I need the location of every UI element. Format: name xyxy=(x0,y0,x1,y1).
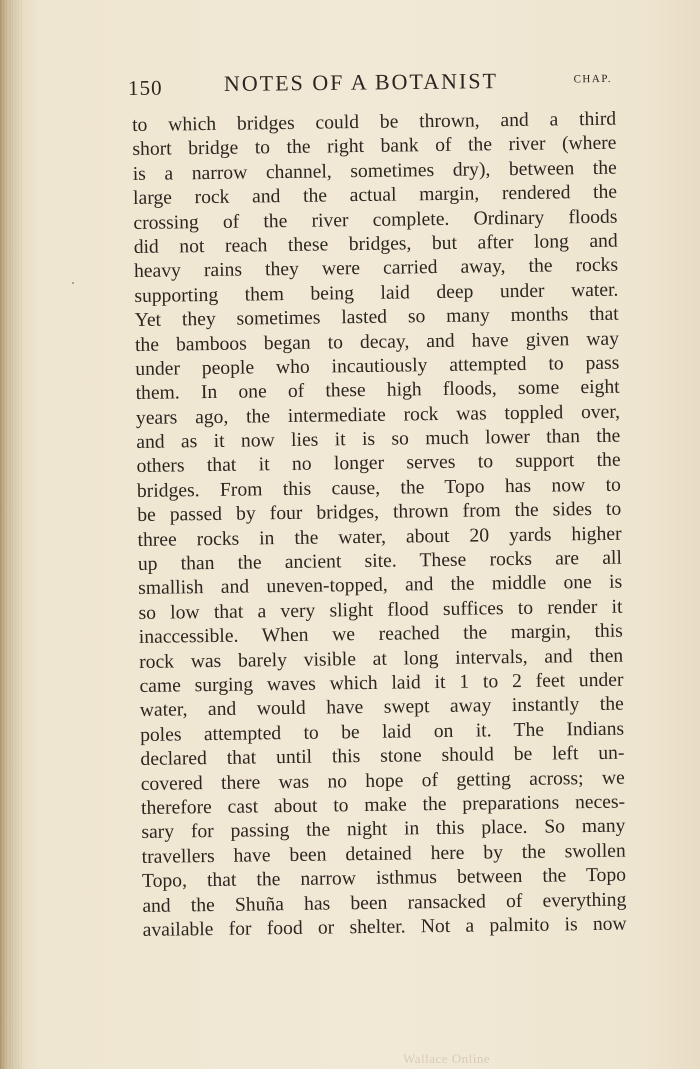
text-line: the bamboos began to decay, and have given way xyxy=(134,328,620,356)
text-line: and the Shuña has been ransacked of everything xyxy=(142,889,627,917)
text-line: supporting them being laid deep under water. xyxy=(134,279,619,307)
text-line: under people who incautiously attempted to pass xyxy=(135,352,620,380)
running-title: NOTES OF A BOTANIST xyxy=(223,68,499,96)
text-line: came surging waves which laid it 1 to 2 feet under xyxy=(139,669,624,697)
text-line: years ago, the intermediate rock was toppled over, xyxy=(135,401,621,429)
text-line: inaccessible. When we reached the margin, this xyxy=(138,620,623,649)
text-line: heavy rains they were carried away, the rocks xyxy=(133,254,619,283)
text-line: sary for passing the night in this place. So many xyxy=(141,815,626,844)
text-line: declared that until this stone should be left un- xyxy=(140,742,625,771)
page-header xyxy=(128,67,612,104)
text-line: did not reach these bridges, but after long and xyxy=(133,230,618,258)
text-line: rock was barely visible at long intervals, and then xyxy=(139,645,624,673)
text-line: poles attempted to be laid on it. The Indians xyxy=(139,718,625,746)
text-line: up than the ancient site. These rocks are all xyxy=(137,547,622,575)
chapter-abbreviation: CHAP. xyxy=(573,72,612,86)
text-line: large rock and the actual margin, rendered the xyxy=(132,181,618,210)
text-line: available for food or shelter. Not a palmito is now xyxy=(142,913,627,941)
text-line: smallish and uneven-topped, and the middle one is xyxy=(138,572,623,600)
text-line: Yet they sometimes lasted so many months that xyxy=(134,303,619,332)
text-line: crossing of the river complete. Ordinary floods xyxy=(133,206,618,234)
text-line: bridges. From this cause, the Topo has now to xyxy=(136,474,622,502)
text-line: covered there was no hope of getting across; we xyxy=(140,767,625,795)
page-number: 150 xyxy=(127,75,163,100)
text-line: them. In one of these high floods, some eight xyxy=(135,376,620,405)
text-line: and as it now lies it is so much lower than the xyxy=(136,425,621,454)
text-line: others that it no longer serves to support the xyxy=(136,450,621,478)
text-line: to which bridges could be thrown, and a third xyxy=(132,108,617,136)
body-text xyxy=(132,108,627,944)
text-line: three rocks in the water, about 20 yards higher xyxy=(137,523,622,551)
text-line: be passed by four bridges, thrown from the sides to xyxy=(137,498,622,527)
margin-speck xyxy=(72,282,74,284)
text-line: travellers have been detained here by the swollen xyxy=(141,840,626,868)
text-line: short bridge to the right bank of the river (where xyxy=(132,133,617,161)
text-line: therefore cast about to make the preparations neces- xyxy=(140,791,626,819)
text-line: is a narrow channel, sometimes dry), between the xyxy=(132,157,617,185)
watermark: Wallace Online xyxy=(403,1051,491,1066)
text-line: so low that a very slight flood suffices to render it xyxy=(138,596,623,624)
text-line: water, and would have swept away instantly the xyxy=(139,693,624,722)
text-line: Topo, that the narrow isthmus between the Topo xyxy=(141,864,627,893)
